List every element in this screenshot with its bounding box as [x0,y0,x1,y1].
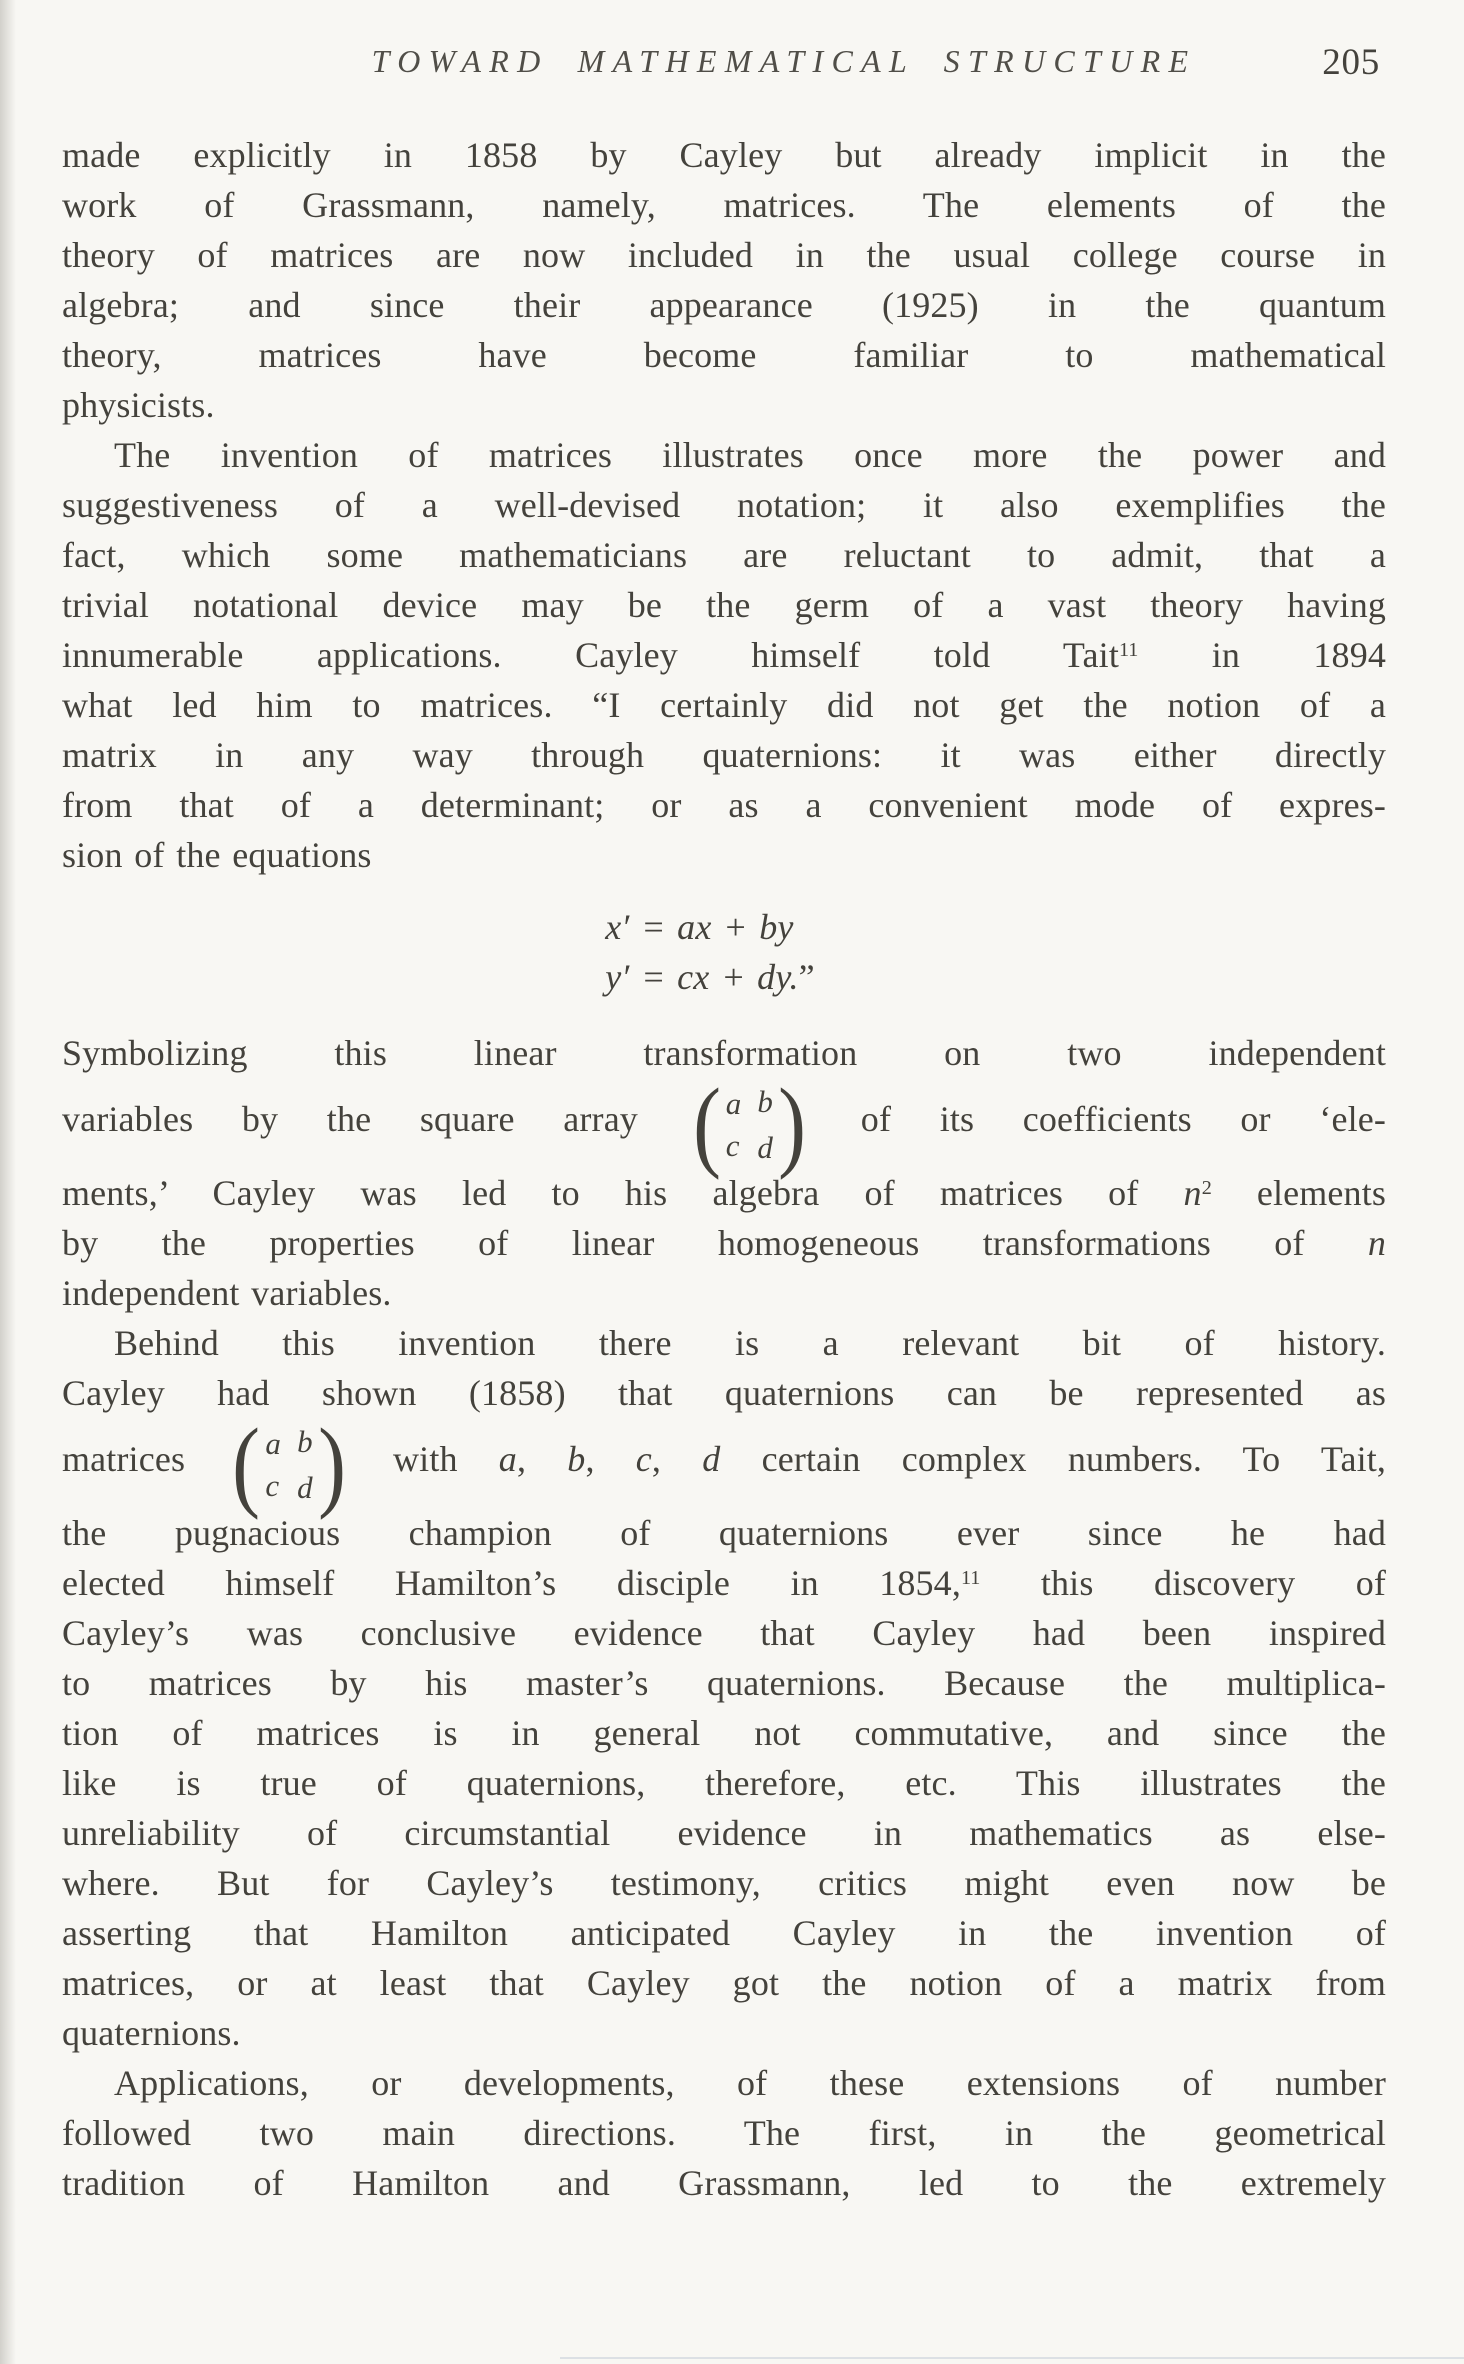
text-line: innumerable applications. Cayley himself told Tait$^{11}$ in 1894 [62,635,1386,675]
italic-text: x′ = ax + by [605,907,794,947]
text-line: Applications, or developments, of these extensions of number [114,2062,1386,2103]
italic-text: n [1183,1172,1202,1213]
text-block [62,36,1386,2208]
text-line: physicists. [62,385,215,425]
text-line: the pugnacious champion of quaternions ever since he had [62,1512,1386,1553]
text-line: algebra; and since their appearance (1925) in the quantum [62,285,1386,325]
text-line: like is true of quaternions, therefore, etc. This illustrates the [62,1762,1386,1803]
text-line: work of Grassmann, namely, matrices. The elements of the [62,185,1386,225]
text-line: asserting that Hamilton anticipated Cayley in the invention of [62,1912,1386,1953]
inline-matrix [690,1068,810,1181]
text-line: from that of a determinant; or as a convenient mode of expres- [62,785,1386,825]
text-line: ments,’ Cayley was led to his algebra of matrices of $n^2$ elements [62,1172,1386,1213]
text-line: to matrices by his master’s quaternions. Because the multiplica- [62,1662,1386,1703]
equation-lines [605,902,814,1002]
text-line: by the properties of linear homogeneous transformations of n [62,1222,1386,1263]
text-line: matrices ( a b c d ) with a, b, c, d certain complex numbers. To Tait, [62,1407,1387,1521]
text-line: independent variables. [62,1272,392,1313]
matrix-cells [263,1423,314,1507]
text-line: theory, matrices have become familiar to mathematical [62,335,1386,375]
running-header [62,36,1386,90]
text-line: fact, which some mathematicians are reluctant to admit, that a [62,535,1386,575]
body-paragraph [62,2058,1386,2208]
matrix-open-paren: ( [232,1407,261,1521]
text-line: suggestiveness of a well-devised notation; it also exemplifies the [62,485,1386,525]
matrix-close-paren: ) [778,1068,807,1181]
italic-text: a [498,1438,517,1479]
text-line: The invention of matrices illustrates once more the power and [114,435,1386,475]
matrix-cell: c [725,1127,740,1163]
matrix-cell: b [757,1083,774,1119]
gutter-shadow [0,0,16,2364]
matrix-cell: d [297,1469,313,1505]
text-line: Cayley’s was conclusive evidence that Cayley had been inspired [62,1612,1386,1653]
matrix-open-paren: ( [692,1068,721,1181]
italic-text: d [702,1438,721,1479]
inline-matrix [229,1407,349,1521]
text-line: followed two main directions. The first, in the geometrical [62,2112,1386,2153]
text-line: Behind this invention there is a relevant bit of history. [114,1322,1386,1363]
body-paragraph [62,130,1386,430]
matrix-cell: c [265,1467,280,1503]
italic-text: y′ = cx + dy. [605,957,799,997]
body-paragraph [62,1028,1386,1318]
text-line: tion of matrices is in general not commutative, and since the [62,1712,1386,1753]
equation-line: y′ = cx + dy.” [605,957,815,997]
superscript-footnote-ref: 11 [960,1566,981,1589]
page-number-label: 205 [1322,42,1380,83]
text-line: elected himself Hamilton’s disciple in 1854,11 this discovery of [62,1562,1386,1603]
text-line: what led him to matrices. “I certainly did not get the notion of a [62,685,1386,725]
text-line: unreliability of circumstantial evidence in mathematics as else- [62,1812,1386,1853]
superscript-footnote-ref: 11 [1118,638,1139,661]
header-title: TOWARD MATHEMATICAL STRUCTURE [371,43,1197,79]
text-line: theory of matrices are now included in the usual college course in [62,235,1386,275]
text-line: matrices, or at least that Cayley got the notion of a matrix from [62,1962,1386,2003]
text-line: trivial notational device may be the germ of a vast theory having [62,585,1386,625]
text-line: sion of the equations [62,835,372,875]
body-paragraph [62,1318,1386,2058]
italic-text: n [1367,1222,1386,1263]
matrix-cell: b [297,1423,313,1459]
matrix-cell: d [757,1129,774,1165]
text-line: quaternions. [62,2012,241,2053]
text-line: where. But for Cayley’s testimony, critics might even now be [62,1862,1386,1903]
matrix-cell: a [725,1085,742,1121]
scan-artifact-line [560,2357,1464,2359]
italic-text: c [635,1438,652,1479]
text-line: variables by the square array ( a b c d ) of its coefficients or ‘ele- [62,1068,1386,1181]
superscript-footnote-ref: 2 [1201,1176,1212,1199]
equation-line [605,902,814,952]
text-line: made explicitly in 1858 by Cayley but already implicit in the [62,135,1386,175]
matrix-cells [724,1083,775,1167]
equation-block [62,902,1386,1002]
matrix-cell: a [265,1425,282,1461]
body-paragraph [62,430,1386,880]
italic-text: b [567,1438,586,1479]
body-text [62,130,1386,2208]
text-line: matrix in any way through quaternions: it was either directly [62,735,1386,775]
text-line: Symbolizing this linear transformation on two independent [62,1033,1386,1073]
matrix-close-paren: ) [317,1407,346,1521]
text-line: Cayley had shown (1858) that quaternions can be represented as [62,1372,1386,1413]
text-line: tradition of Hamilton and Grassmann, led to the extremely [62,2162,1386,2203]
